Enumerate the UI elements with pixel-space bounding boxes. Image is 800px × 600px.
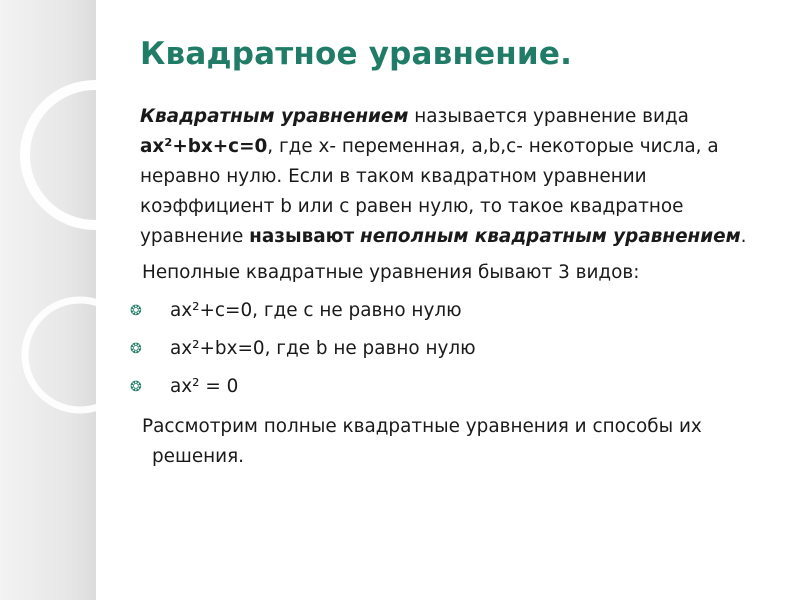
defined-term: Квадратным уравнением xyxy=(140,106,409,127)
bullet-text: ax²+bx=0, где b не равно нулю xyxy=(170,338,476,359)
emphasis-incomplete-term: неполным квадратным уравнением xyxy=(360,226,741,247)
bullet-item xyxy=(130,372,770,402)
definition-text-a: называется уравнение вида xyxy=(408,106,689,127)
bullet-marker-icon: ❂ xyxy=(130,341,142,357)
emphasis-called: называют xyxy=(249,226,355,247)
slide-content xyxy=(130,102,770,472)
definition-end: . xyxy=(740,226,747,247)
bullet-marker-icon: ❂ xyxy=(130,379,142,395)
bullet-text: ax² = 0 xyxy=(170,376,239,397)
general-formula: ax²+bx+c=0 xyxy=(140,136,268,157)
bullet-item xyxy=(130,334,770,364)
bullet-item xyxy=(130,296,770,326)
definition-text-b: , где х- переменная, a,b,c- некоторые числа, а неравно нулю. Если в таком квадратном уравнении коэффициент b или с равен нулю, то такое квадратное уравнение xyxy=(140,136,719,247)
definition-paragraph xyxy=(130,102,770,252)
types-intro: Неполные квадратные уравнения бывают 3 видов: xyxy=(142,262,640,283)
bullet-marker-icon: ❂ xyxy=(130,303,142,319)
slide-title: Квадратное уравнение. xyxy=(140,36,573,72)
bullet-text: ax²+c=0, где с не равно нулю xyxy=(170,300,462,321)
closing-paragraph: Рассмотрим полные квадратные уравнения и способы их решения. xyxy=(142,416,702,467)
decorative-ring-small xyxy=(25,300,135,410)
